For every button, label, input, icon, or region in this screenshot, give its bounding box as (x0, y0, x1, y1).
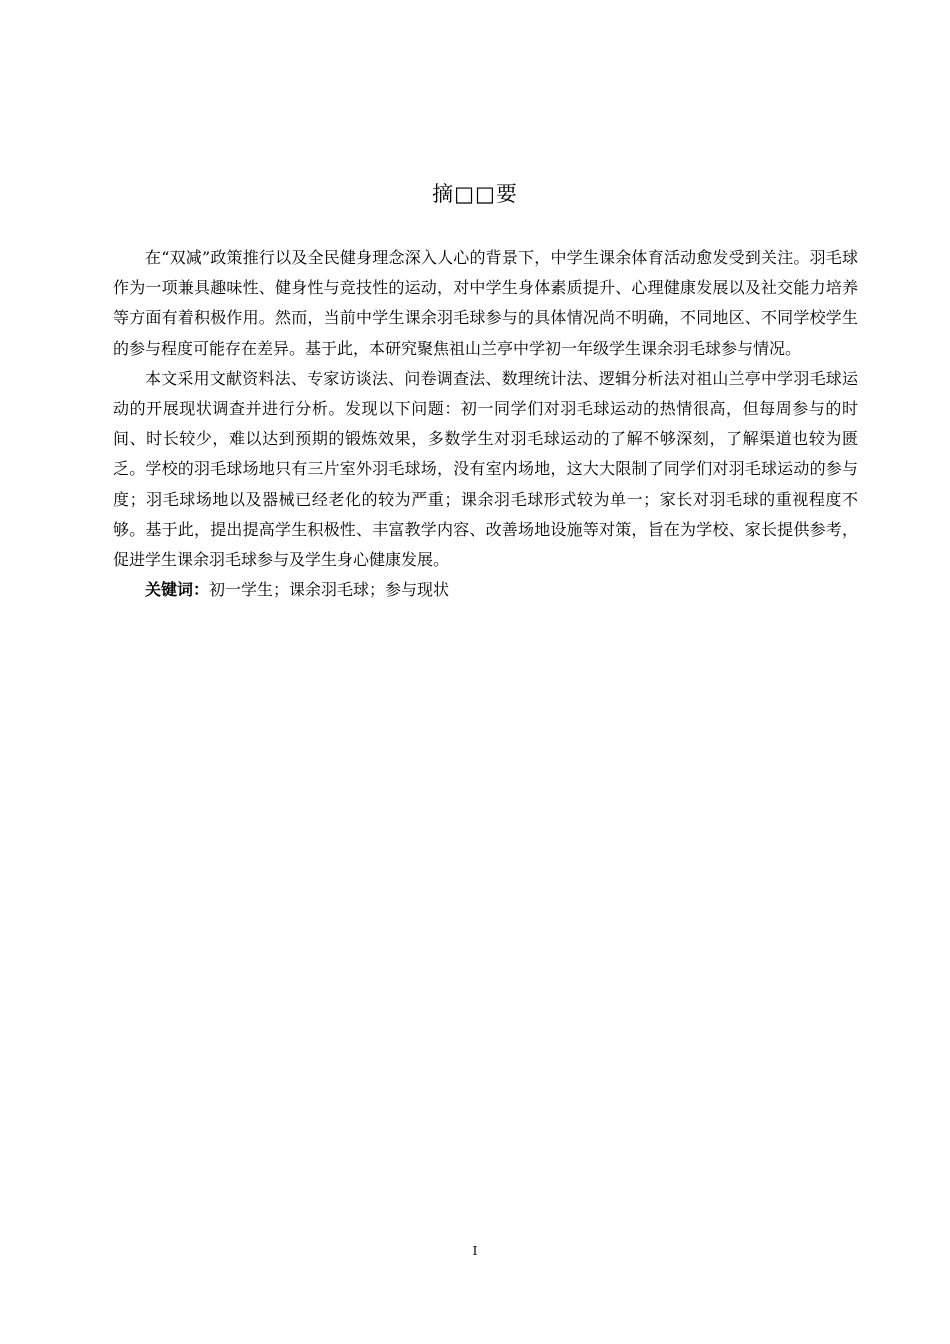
abstract-body (113, 243, 858, 605)
abstract-paragraph-2: 本文采用文献资料法、专家访谈法、问卷调查法、数理统计法、逻辑分析法对祖山兰亭中学羽毛球运动的开展现状调查并进行分析。发现以下问题：初一同学们对羽毛球运动的热情很高，但每周参与的时间、时长较少，难以达到预期的锻炼效果，多数学生对羽毛球运动的了解不够深刻，了解渠道也较为匮乏。学校的羽毛球场地只有三片室外羽毛球场，没有室内场地，这大大限制了同学们对羽毛球运动的参与度；羽毛球场地以及器械已经老化的较为严重；课余羽毛球形式较为单一；家长对羽毛球的重视程度不够。基于此，提出提高学生积极性、丰富教学内容、改善场地设施等对策，旨在为学校、家长提供参考，促进学生课余羽毛球参与及学生身心健康发展。 (113, 368, 858, 570)
abstract-paragraph-1: 在“双减”政策推行以及全民健身理念深入人心的背景下，中学生课余体育活动愈发受到关注。羽毛球作为一项兼具趣味性、健身性与竞技性的运动，对中学生身体素质提升、心理健康发展以及社交能力培养等方面有着积极作用。然而，当前中学生课余羽毛球参与的具体情况尚不明确，不同地区、不同学校学生的参与程度可能存在差异。基于此，本研究聚焦祖山兰亭中学初一年级学生课余羽毛球参与情况。 (113, 248, 858, 358)
abstract-title: 摘□□要 (432, 182, 518, 206)
keywords-label: 关键词： (145, 580, 210, 600)
page-number: I (472, 1244, 478, 1258)
keywords-line (113, 575, 858, 605)
keywords-text: 初一学生；课余羽毛球；参与现状 (209, 580, 450, 600)
